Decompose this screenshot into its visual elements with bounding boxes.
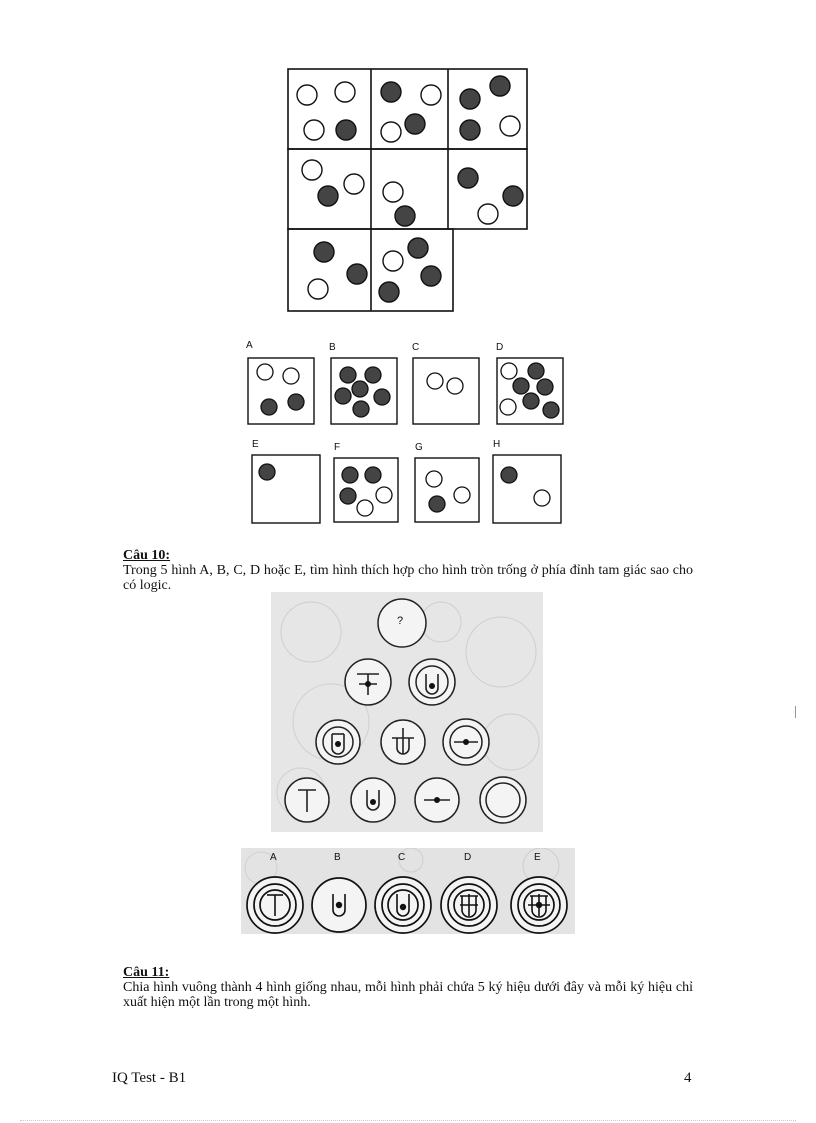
symbol-options-svg (241, 848, 575, 934)
symbol-triangle-svg (271, 592, 543, 832)
symbol-option-label-c: C (398, 852, 406, 863)
option-label-c: C (412, 342, 420, 353)
option-label-d: D (496, 342, 504, 353)
margin-marker (795, 706, 796, 718)
symbol-option-label-b: B (334, 852, 341, 863)
footer-left: IQ Test - B1 (112, 1070, 187, 1086)
question-mark-label: ? (397, 615, 404, 627)
symbol-answer-options (241, 848, 575, 934)
symbol-option-label-a: A (270, 852, 277, 863)
answer-grid (238, 338, 583, 528)
page-number: 4 (684, 1070, 692, 1086)
symbol-option-label-d: D (464, 852, 472, 863)
question-11-text: Chia hình vuông thành 4 hình giống nhau, mỗi hình phải chứa 5 ký hiệu dưới đây và mỗi ký hiệu chỉ xuất hiện một lần trong một hình. (123, 980, 693, 1010)
option-label-e: E (252, 439, 259, 450)
dot-grid-puzzle (285, 66, 530, 316)
option-label-h: H (493, 439, 501, 450)
symbol-option-label-e: E (534, 852, 541, 863)
option-label-a: A (246, 340, 253, 351)
dot-answer-options (238, 338, 583, 528)
option-label-b: B (329, 342, 336, 353)
option-label-g: G (415, 442, 423, 453)
footer-divider (20, 1120, 796, 1121)
option-label-f: F (334, 442, 341, 453)
question-10-text: Trong 5 hình A, B, C, D hoặc E, tìm hình thích hợp cho hình tròn trống ở phía đỉnh tam giác sao cho có logic. (123, 563, 693, 593)
symbol-triangle-figure (271, 592, 543, 832)
question-11-title: Câu 11: (123, 965, 170, 980)
question-10-title: Câu 10: (123, 548, 171, 563)
